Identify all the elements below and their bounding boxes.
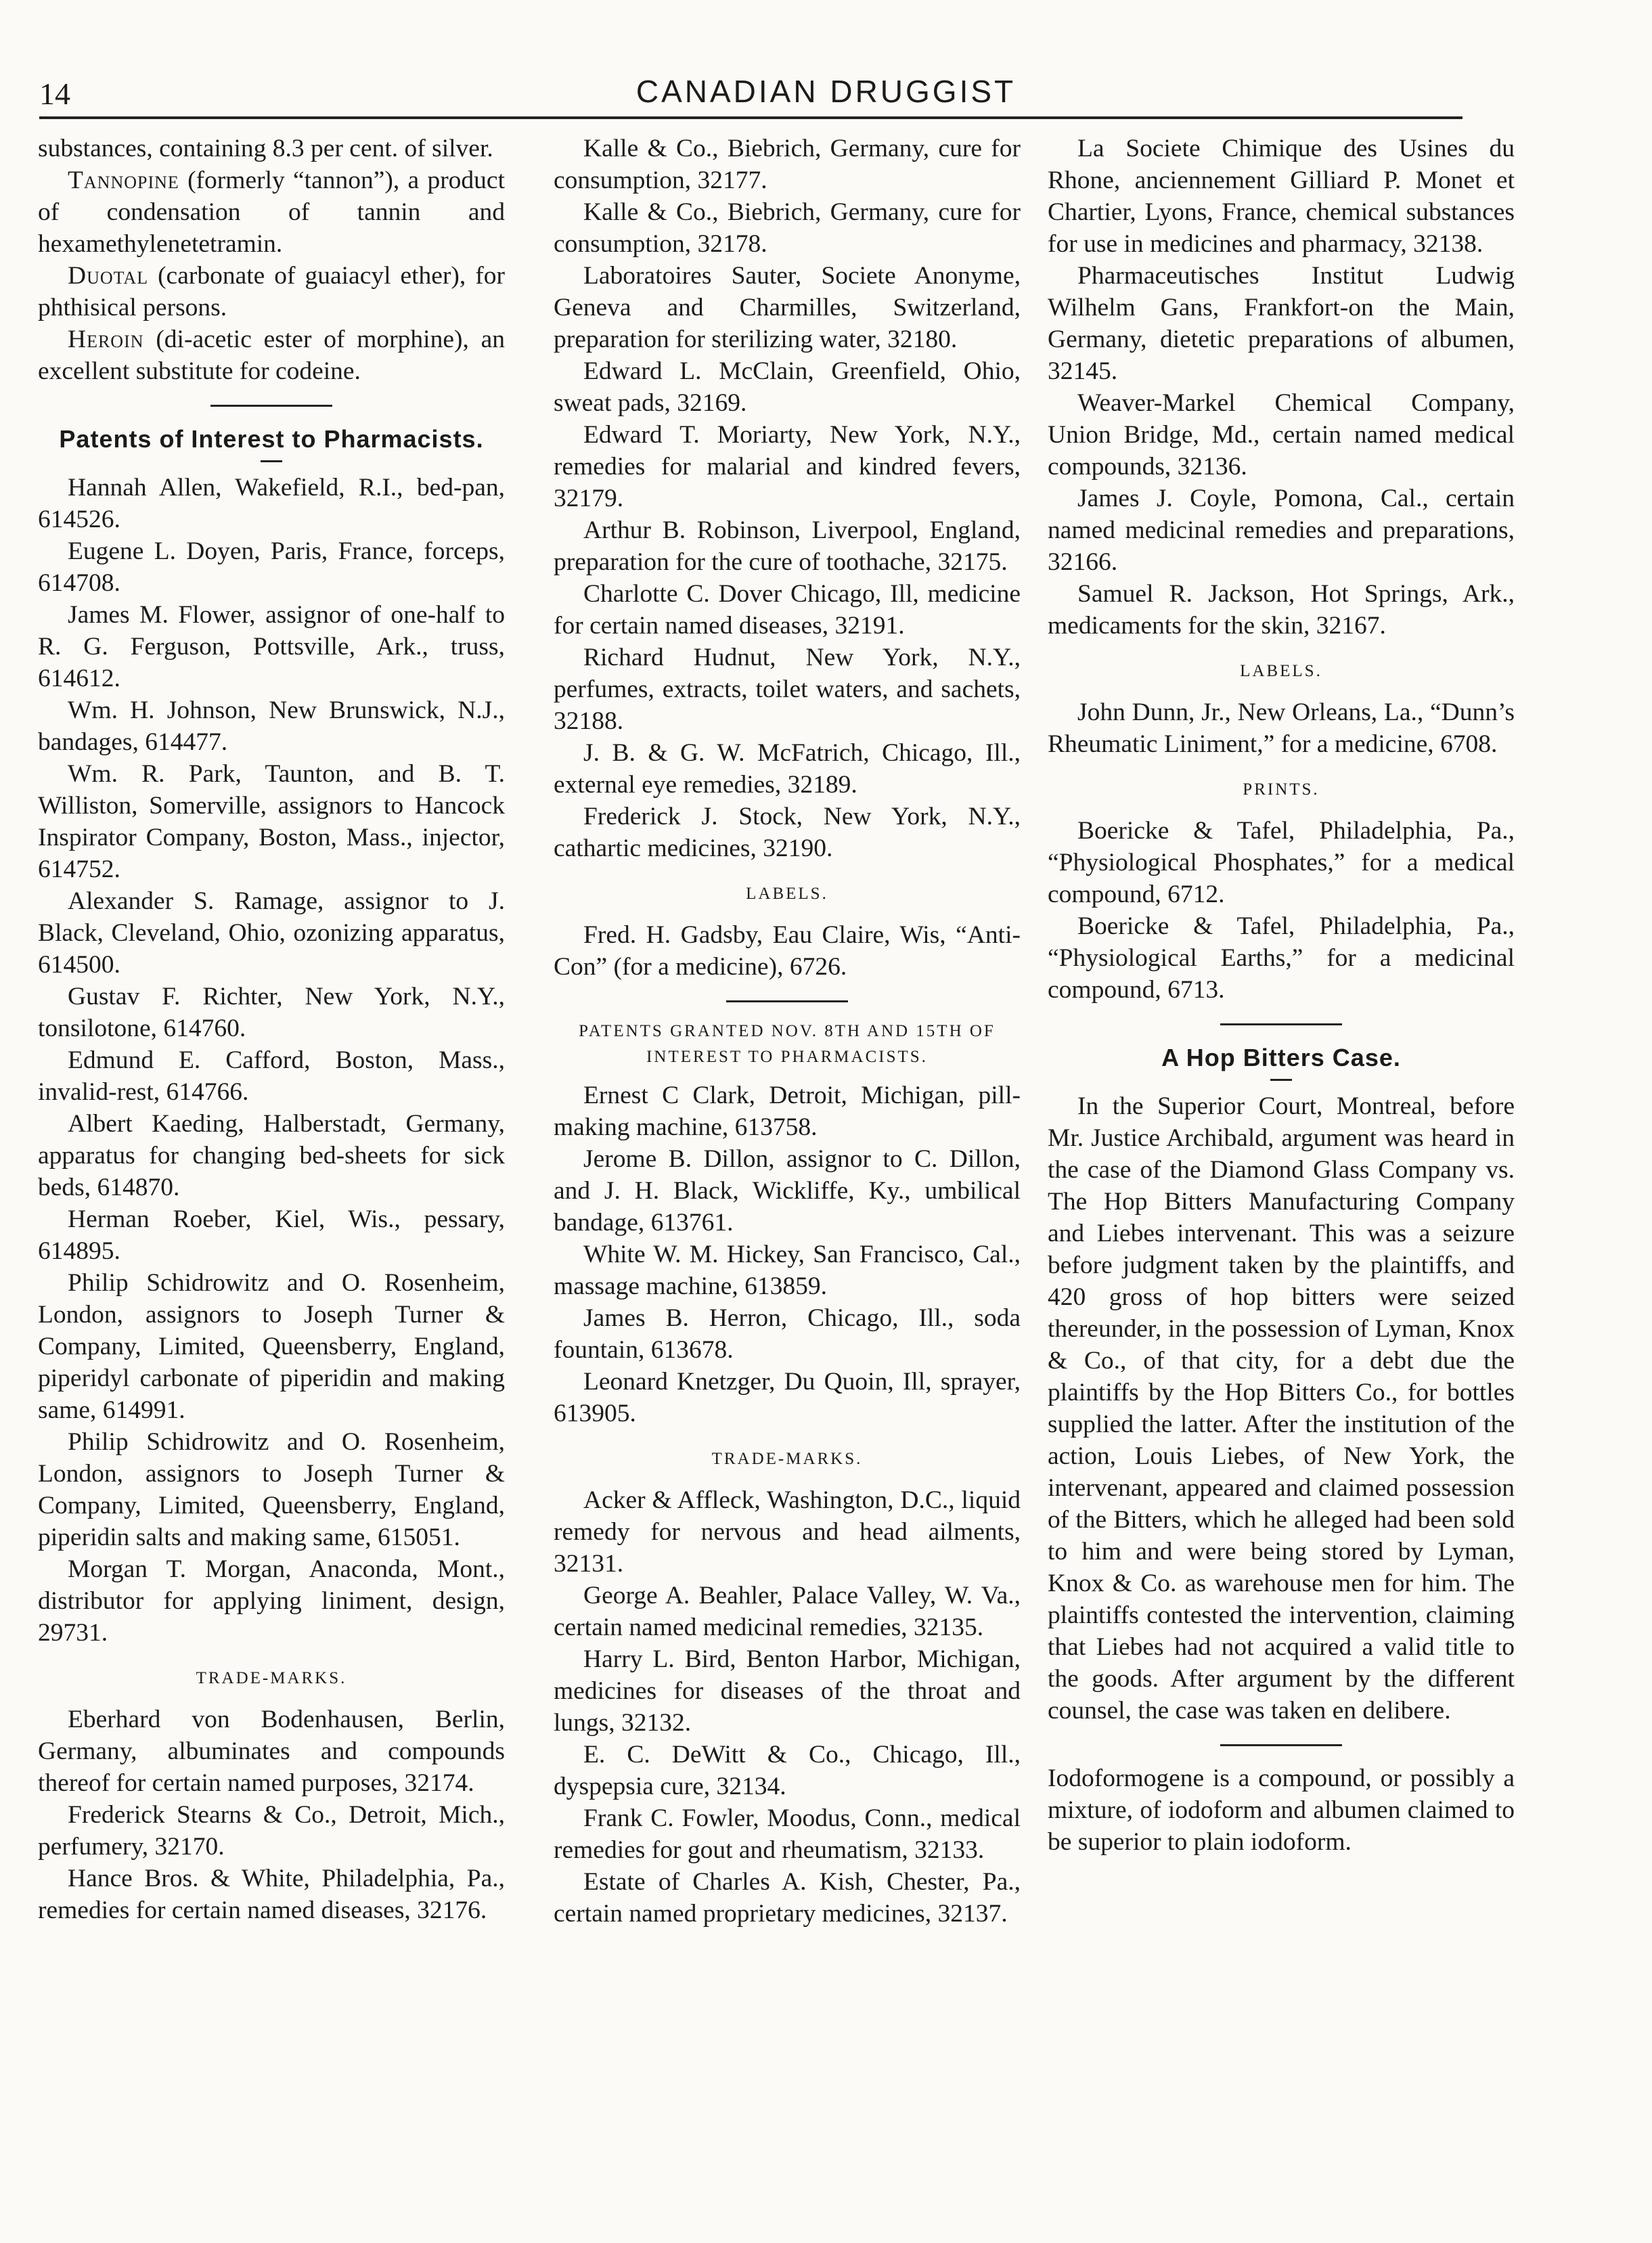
section-divider	[1220, 1744, 1342, 1746]
trademark-entry: Richard Hudnut, New York, N.Y., perfumes, extracts, toilet waters, and sachets, 32188.	[554, 644, 1021, 735]
trademark-entry: J. B. & G. W. McFatrich, Chicago, Ill., external eye remedies, 32189.	[554, 739, 1021, 799]
journal-title: CANADIAN DRUGGIST	[635, 74, 1017, 109]
heroin-term: Heroin	[68, 326, 144, 353]
column-left	[38, 133, 505, 1926]
trademark-entry: Hance Bros. & White, Philadelphia, Pa., remedies for certain named diseases, 32176.	[38, 1865, 505, 1924]
patents-heading: Patents of Interest to Pharmacists.	[59, 425, 484, 453]
patent-entry: Wm. H. Johnson, New Brunswick, N.J., bandages, 614477.	[38, 696, 505, 756]
trademark-entry: Pharmaceutisches Institut Ludwig Wilhelm Gans, Frankfort-on the Main, Germany, dietetic preparations of albumen, 32145.	[1048, 262, 1515, 385]
heroin-description: (di-acetic ester of morphine), an excellent substitute for codeine.	[38, 326, 505, 385]
trademark-entry: George A. Beahler, Palace Valley, W. Va., certain named medicinal remedies, 32135.	[554, 1582, 1021, 1641]
patent-entry: White W. M. Hickey, San Francisco, Cal., massage machine, 613859.	[554, 1241, 1021, 1300]
tannopine-description: (formerly “tannon”), a product of condensation of tannin and hexamethylenetetramin.	[38, 166, 505, 258]
page-number: 14	[39, 76, 70, 111]
trademark-entry: Frederick J. Stock, New York, N.Y., cathartic medicines, 32190.	[554, 803, 1021, 862]
patent-entry: Eugene L. Doyen, Paris, France, forceps, 614708.	[38, 537, 505, 597]
hop-bitters-heading: A Hop Bitters Case.	[1161, 1044, 1401, 1071]
labels-subheading: LABELS.	[1240, 662, 1322, 680]
header-rule	[39, 116, 1463, 119]
trademark-entry: Charlotte C. Dover Chicago, Ill, medicine for certain named diseases, 32191.	[554, 580, 1021, 640]
trademark-entry: Arthur B. Robinson, Liverpool, England, preparation for the cure of toothache, 32175.	[554, 516, 1021, 576]
patent-entry: Edmund E. Cafford, Boston, Mass., invalid-rest, 614766.	[38, 1046, 505, 1106]
trademark-entry: Samuel R. Jackson, Hot Springs, Ark., medicaments for the skin, 32167.	[1048, 580, 1515, 640]
patents-november-subheading: PATENTS GRANTED NOV. 8TH AND 15TH OF INTEREST TO PHARMACISTS.	[579, 1022, 996, 1066]
label-entry: John Dunn, Jr., New Orleans, La., “Dunn’s Rheumatic Liniment,” for a medicine, 6708.	[1048, 698, 1515, 758]
trademark-entry: Frederick Stearns & Co., Detroit, Mich., perfumery, 32170.	[38, 1801, 505, 1861]
patent-entry: Philip Schidrowitz and O. Rosenheim, London, assignors to Joseph Turner & Company, Limited, Queensberry, England, piperidin salts and making same, 615051.	[38, 1428, 505, 1551]
column-right	[1048, 133, 1515, 1858]
trademarks-subheading: TRADE-MARKS.	[196, 1669, 347, 1687]
duotal-term: Duotal	[68, 262, 149, 290]
labels-subheading: LABELS.	[746, 885, 828, 903]
hop-bitters-article: In the Superior Court, Montreal, before Mr. Justice Archibald, argument was heard in the case of the Diamond Glass Company vs. The Hop Bitters Manufacturing Company and Liebes intervenant. This was a seizure before judgment taken by the plaintiffs, and 420 gross of hop bitters were seized thereunder, in the possession of Lyman, Knox & Co., of that city, for a debt due the plaintiffs by the Hop Bitters Co., for bottles supplied the latter. After the institution of the action, Louis Liebes, of New York, the intervenant, appeared and claimed possession of the Bitters, which he alleged had been sold to him and were being stored by Lyman, Knox & Co. as warehouse men for him. The plaintiffs contested the intervention, claiming that Liebes had not acquired a valid title to the goods. After argument by the different counsel, the case was taken en delibere.	[1048, 1092, 1515, 1725]
trademark-entry: Frank C. Fowler, Moodus, Conn., medical remedies for gout and rheumatism, 32133.	[554, 1804, 1021, 1864]
trademarks-subheading: TRADE-MARKS.	[711, 1450, 863, 1468]
patent-entry: Leonard Knetzger, Du Quoin, Ill, sprayer, 613905.	[554, 1368, 1021, 1427]
trademark-entry: Weaver-Markel Chemical Company, Union Bridge, Md., certain named medical compounds, 32136.	[1048, 389, 1515, 481]
iodoformogene-paragraph: Iodoformogene is a compound, or possibly a mixture, of iodoform and albumen claimed to be superior to plain iodoform.	[1048, 1764, 1515, 1856]
print-entry: Boericke & Tafel, Philadelphia, Pa., “Physiological Earths,” for a medicinal compound, 6713.	[1048, 912, 1515, 1004]
tannopine-entry	[38, 164, 505, 260]
patent-entry: Jerome B. Dillon, assignor to C. Dillon, and J. H. Black, Wickliffe, Ky., umbilical bandage, 613761.	[554, 1145, 1021, 1237]
trademark-entry: Estate of Charles A. Kish, Chester, Pa., certain named proprietary medicines, 32137.	[554, 1868, 1021, 1928]
trademark-entry: Eberhard von Bodenhausen, Berlin, Germany, albuminates and compounds thereof for certain named purposes, 32174.	[38, 1706, 505, 1797]
trademark-entry: La Societe Chimique des Usines du Rhone, anciennement Gilliard P. Monet et Chartier, Lyons, France, chemical substances for use in medicines and pharmacy, 32138.	[1048, 135, 1515, 258]
patent-entry: James M. Flower, assignor of one-half to R. G. Ferguson, Pottsville, Ark., truss, 614612.	[38, 601, 505, 692]
trademark-entry: Edward T. Moriarty, New York, N.Y., remedies for malarial and kindred fevers, 32179.	[554, 421, 1021, 512]
label-entry: Fred. H. Gadsby, Eau Claire, Wis, “Anti-Con” (for a medicine), 6726.	[554, 921, 1021, 981]
trademark-entry: Acker & Affleck, Washington, D.C., liquid remedy for nervous and head ailments, 32131.	[554, 1486, 1021, 1578]
trademark-entry: E. C. DeWitt & Co., Chicago, Ill., dyspepsia cure, 32134.	[554, 1741, 1021, 1800]
heading-dash	[1270, 1079, 1292, 1081]
trademark-entry: Kalle & Co., Biebrich, Germany, cure for consumption, 32178.	[554, 198, 1021, 258]
patent-entry: Albert Kaeding, Halberstadt, Germany, apparatus for changing bed-sheets for sick beds, 614870.	[38, 1110, 505, 1201]
trademark-entry: Kalle & Co., Biebrich, Germany, cure for consumption, 32177.	[554, 135, 1021, 194]
patent-entry: Morgan T. Morgan, Anaconda, Mont., distributor for applying liniment, design, 29731.	[38, 1555, 505, 1647]
duotal-description: (carbonate of guaiacyl ether), for phthisical persons.	[38, 262, 505, 321]
print-entry: Boericke & Tafel, Philadelphia, Pa., “Physiological Phosphates,” for a medical compound, 6712.	[1048, 817, 1515, 908]
heroin-entry	[38, 324, 505, 387]
section-divider	[210, 405, 332, 407]
patent-entry: Wm. R. Park, Taunton, and B. T. Williston, Somerville, assignors to Hancock Inspirator Company, Boston, Mass., injector, 614752.	[38, 760, 505, 883]
continued-paragraph: substances, containing 8.3 per cent. of silver.	[38, 135, 493, 162]
trademark-entry: Harry L. Bird, Benton Harbor, Michigan, medicines for diseases of the throat and lungs, 32132.	[554, 1645, 1021, 1737]
patent-entry: Herman Roeber, Kiel, Wis., pessary, 614895.	[38, 1205, 505, 1265]
patent-entry: Philip Schidrowitz and O. Rosenheim, London, assignors to Joseph Turner & Company, Limited, Queensberry, England, piperidyl carbonate of piperidin and making same, 614991.	[38, 1269, 505, 1424]
prints-subheading: PRINTS.	[1243, 780, 1320, 799]
column-middle	[554, 133, 1021, 1930]
patent-entry: Ernest C Clark, Detroit, Michigan, pill-making machine, 613758.	[554, 1082, 1021, 1141]
duotal-entry	[38, 260, 505, 324]
heading-dash	[261, 460, 282, 462]
patent-entry: Gustav F. Richter, New York, N.Y., tonsilotone, 614760.	[38, 983, 505, 1042]
section-divider	[726, 1000, 848, 1002]
patent-entry: Alexander S. Ramage, assignor to J. Black, Cleveland, Ohio, ozonizing apparatus, 614500.	[38, 887, 505, 979]
trademark-entry: James J. Coyle, Pomona, Cal., certain named medicinal remedies and preparations, 32166.	[1048, 485, 1515, 576]
trademark-entry: Edward L. McClain, Greenfield, Ohio, sweat pads, 32169.	[554, 357, 1021, 417]
section-divider	[1220, 1023, 1342, 1025]
patent-entry: Hannah Allen, Wakefield, R.I., bed-pan, 614526.	[38, 474, 505, 533]
tannopine-term: Tannopine	[68, 166, 179, 194]
patent-entry: James B. Herron, Chicago, Ill., soda fountain, 613678.	[554, 1304, 1021, 1364]
trademark-entry: Laboratoires Sauter, Societe Anonyme, Geneva and Charmilles, Switzerland, preparation for sterilizing water, 32180.	[554, 262, 1021, 353]
